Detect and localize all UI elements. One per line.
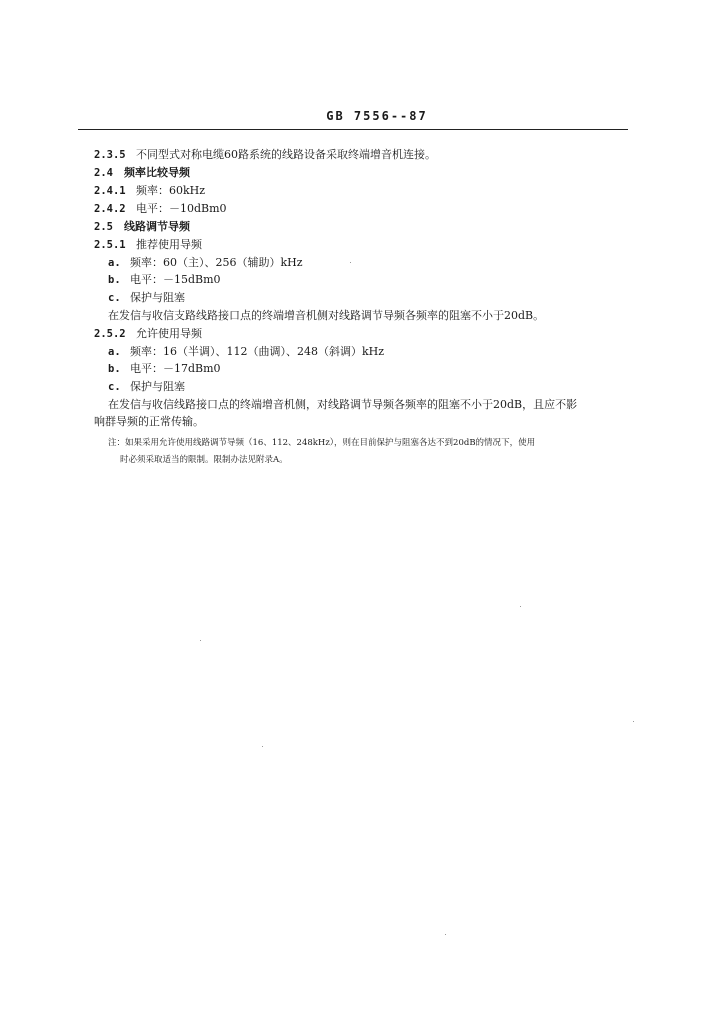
scan-speck [520,606,521,607]
clause-2-4-1 [94,184,205,198]
clause-2-4 [94,166,190,180]
clause-number: 2.4.2 [94,203,126,215]
paragraph-line [94,415,204,429]
item-2-5-2-a [108,345,384,359]
paragraph-line [108,398,577,412]
item-text: 电平：－17dBm0 [130,362,221,375]
item-text: 保护与阻塞 [130,291,185,304]
item-2-5-1-b [108,273,221,287]
paragraph-text: 在发信与收信支路线路接口点的终端增音机侧对线路调节导频各频率的阻塞不小于20dB。 [108,309,545,322]
page-header: GB 7556--87 [326,109,428,123]
clause-text: 频率：60kHz [136,184,206,197]
item-letter: c. [108,381,121,393]
clause-text: 不同型式对称电缆60路系统的线路设备采取终端增音机连接。 [136,148,436,161]
item-letter: b. [108,274,121,286]
clause-heading: 线路调节导频 [124,220,190,233]
clause-number: 2.4 [94,167,113,179]
item-letter: a. [108,346,121,358]
item-2-5-1-c [108,291,185,305]
clause-2-5-1 [94,238,202,252]
paragraph-text: 响群导频的正常传输。 [94,415,204,428]
clause-heading: 频率比较导频 [124,166,190,179]
scan-speck [262,746,263,747]
clause-number: 2.5 [94,221,113,233]
item-text: 频率：16（半调）、112（曲调）、248（斜调）kHz [130,345,385,358]
clause-2-5 [94,220,190,234]
clause-text: 推荐使用导频 [136,238,202,251]
item-2-5-2-b [108,362,221,376]
note-line [120,454,288,466]
clause-2-5-2 [94,327,202,341]
note-text: 时必须采取适当的限制。限制办法见附录A。 [120,455,288,465]
clause-number: 2.5.2 [94,328,126,340]
clause-text: 允许使用导频 [136,327,202,340]
scan-speck [445,934,446,935]
scan-speck [200,640,201,641]
item-2-5-2-c [108,380,185,394]
item-text: 频率：60（主）、256（辅助）kHz [130,256,303,269]
paragraph [108,309,544,323]
scan-speck [350,262,351,263]
header-rule [78,129,628,130]
item-letter: c. [108,292,121,304]
clause-number: 2.4.1 [94,185,126,197]
clause-number: 2.5.1 [94,239,126,251]
item-text: 保护与阻塞 [130,380,185,393]
item-letter: a. [108,257,121,269]
note-text: 注：如果采用允许使用线路调节导频（16、112、248kHz），则在目前保护与阻塞各达不到20dB的情况下，使用 [108,438,536,448]
clause-2-4-2 [94,202,227,216]
clause-text: 电平：－10dBm0 [136,202,227,215]
item-text: 电平：－15dBm0 [130,273,221,286]
note-line [108,437,535,449]
clause-number: 2.3.5 [94,149,126,161]
paragraph-text: 在发信与收信线路接口点的终端增音机侧，对线路调节导频各频率的阻塞不小于20dB，且应不影 [108,398,578,411]
item-letter: b. [108,363,121,375]
scan-speck [633,721,634,722]
clause-2-3-5 [94,148,436,162]
item-2-5-1-a [108,256,303,270]
